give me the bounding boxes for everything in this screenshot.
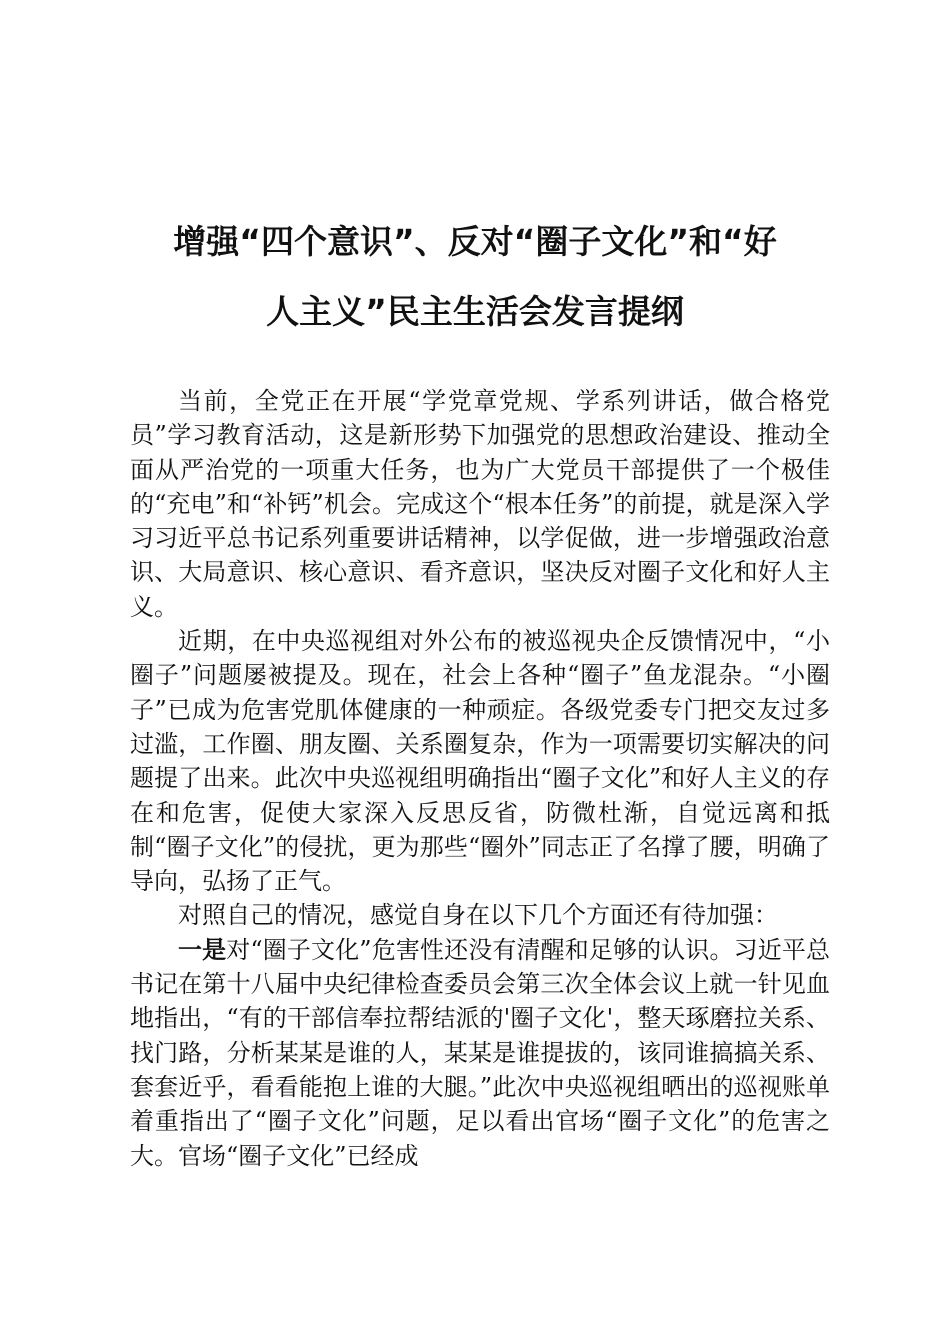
- point-one-text: 对“圈子文化”危害性还没有清醒和足够的认识。习近平总书记在第十八届中央纪律检查委员会第三次全体会议上就一针见血地指出，“有的干部信奉拉帮结派的'圈子文化'，整天琢磨拉关系、找门路，分析某某是谁的人，某某是谁提拔的，该同谁搞搞关系、套套近乎，看看能抱上谁的大腿。”此次中央巡视组晒出的巡视账单着重指出了“圈子文化”问题，足以看出官场“圈子文化”的危害之大。官场“圈子文化”已经成: [130, 935, 831, 1170]
- document-title-line-2: 人主义”民主生活会发言提纲: [266, 292, 684, 331]
- paragraph-intro: 当前，全党正在开展“学党章党规、学系列讲话，做合格党员”学习教育活动，这是新形势下加强党的思想政治建设、推动全面从严治党的一项重大任务，也为广大党员干部提供了一个极佳的“充电”和“补钙”机会。完成这个“根本任务”的前提，就是深入学习习近平总书记系列重要讲话精神，以学促做，进一步增强政治意识、大局意识、核心意识、看齐意识，坚决反对圈子文化和好人主义。: [130, 387, 830, 621]
- document-body: [130, 384, 830, 1173]
- paragraph-point-one: [130, 933, 830, 1173]
- paragraph-inspection: 近期，在中央巡视组对外公布的被巡视央企反馈情况中，“小圈子”问题屡被提及。现在，社会上各种“圈子”鱼龙混杂。“小圈子”已成为危害党肌体健康的一种顽症。各级党委专门把交友过多过滥，工作圈、朋友圈、关系圈复杂，作为一项需要切实解决的问题提了出来。此次中央巡视组明确指出“圈子文化”和好人主义的存在和危害，促使大家深入反思反省，防微杜渐，自觉远离和抵制“圈子文化”的侵扰，更为那些“圈外”同志正了名撑了腰，明确了导向，弘扬了正气。: [130, 627, 830, 896]
- paragraph-self-review: 对照自己的情况，感觉自身在以下几个方面还有待加强：: [178, 901, 778, 930]
- point-one-lead: 一是: [178, 935, 227, 964]
- document-title-line-1: 增强“四个意识”、反对“圈子文化”和“好: [173, 222, 777, 261]
